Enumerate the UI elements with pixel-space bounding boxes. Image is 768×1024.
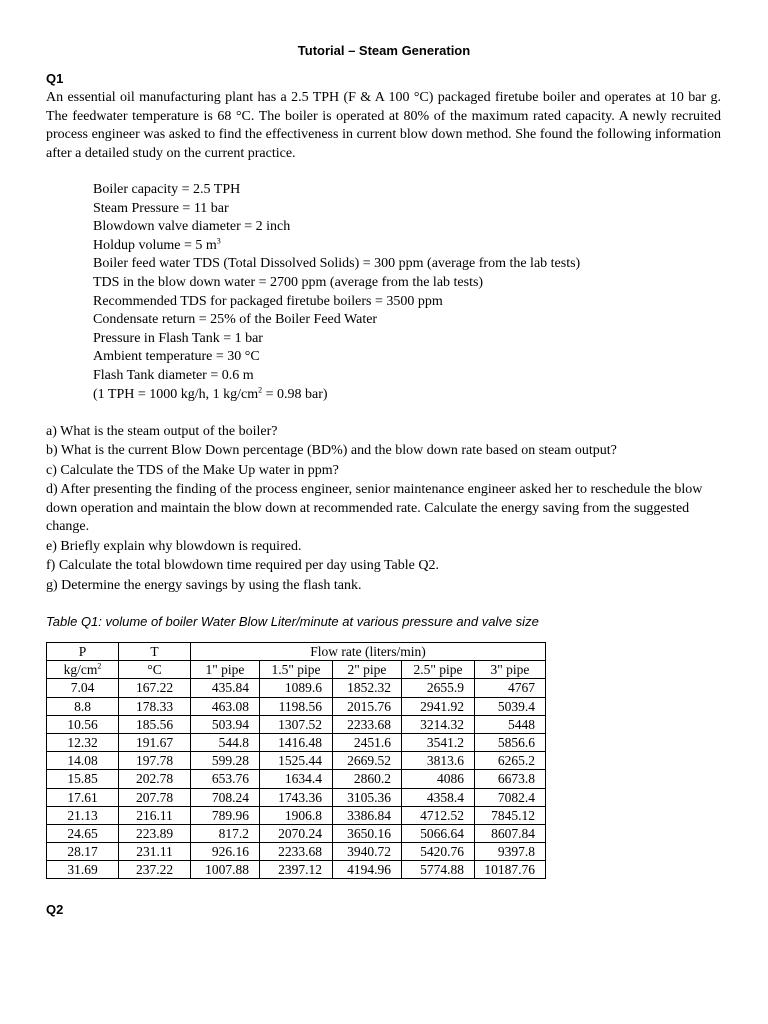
table-row [47, 733, 546, 751]
question-1-label: Q1 [46, 71, 64, 86]
flow-rate-cell: 3650.16 [333, 824, 402, 842]
flow-rate-cell: 4712.52 [402, 806, 475, 824]
table-row [47, 715, 546, 733]
temperature-cell: 202.78 [119, 770, 191, 788]
flow-rate-cell: 7082.4 [475, 788, 546, 806]
flow-rate-cell: 4086 [402, 770, 475, 788]
table-row [47, 806, 546, 824]
flow-rate-cell: 5448 [475, 715, 546, 733]
flow-rate-cell: 1852.32 [333, 679, 402, 697]
temperature-cell: 167.22 [119, 679, 191, 697]
flow-rate-cell: 6265.2 [475, 752, 546, 770]
flow-rate-cell: 599.28 [191, 752, 260, 770]
pressure-cell: 15.85 [47, 770, 119, 788]
flow-rate-cell: 3386.84 [333, 806, 402, 824]
flow-rate-cell: 5774.88 [402, 861, 475, 879]
table-row [47, 788, 546, 806]
sub-question: d) After presenting the finding of the process engineer, senior maintenance engineer asked her to reschedule the blow down operation and maintain the blow down at recommended rate. Calculate the energy saving from the suggested change. [46, 482, 703, 535]
flow-rate-header: Flow rate (liters/min) [191, 643, 546, 661]
given-item: TDS in the blow down water = 2700 ppm (average from the lab tests) [93, 274, 484, 290]
unit-p-text: kg/cm [63, 662, 98, 678]
flow-rate-cell: 3105.36 [333, 788, 402, 806]
flow-rate-cell: 435.84 [191, 679, 260, 697]
flow-rate-cell: 8607.84 [475, 824, 546, 842]
given-item: Flash Tank diameter = 0.6 m [93, 367, 254, 383]
column-header-t: T [119, 643, 191, 661]
table-header-row [47, 643, 546, 661]
pipe-size-header: 2.5" pipe [402, 661, 475, 679]
unit-t: °C [119, 661, 191, 679]
pressure-cell: 24.65 [47, 824, 119, 842]
flow-rate-cell: 544.8 [191, 733, 260, 751]
sub-question: e) Briefly explain why blowdown is required. [46, 538, 302, 554]
conversion-text: = 0.98 bar) [262, 386, 328, 402]
table-caption: Table Q1: volume of boiler Water Blow Liter/minute at various pressure and valve size [46, 614, 539, 629]
sub-question-list [46, 423, 721, 596]
given-item: Boiler capacity = 2.5 TPH [93, 182, 241, 197]
temperature-cell: 216.11 [119, 806, 191, 824]
flow-rate-cell: 2233.68 [333, 715, 402, 733]
pipe-size-header: 3" pipe [475, 661, 546, 679]
flow-rate-cell: 6673.8 [475, 770, 546, 788]
flow-rate-cell: 2233.68 [260, 843, 333, 861]
flow-rate-cell: 9397.8 [475, 843, 546, 861]
flow-rate-cell: 1743.36 [260, 788, 333, 806]
table-row [47, 843, 546, 861]
pressure-cell: 31.69 [47, 861, 119, 879]
flow-rate-cell: 789.96 [191, 806, 260, 824]
flow-rate-cell: 1198.56 [260, 697, 333, 715]
pipe-size-header: 1.5" pipe [260, 661, 333, 679]
flow-rate-cell: 5420.76 [402, 843, 475, 861]
flow-rate-cell: 926.16 [191, 843, 260, 861]
pressure-cell: 17.61 [47, 788, 119, 806]
given-item: Blowdown valve diameter = 2 inch [93, 219, 291, 235]
flow-rate-cell: 5856.6 [475, 733, 546, 751]
pipe-size-header: 2" pipe [333, 661, 402, 679]
flow-rate-cell: 4358.4 [402, 788, 475, 806]
flow-rate-cell: 2015.76 [333, 697, 402, 715]
flow-rate-cell: 2451.6 [333, 733, 402, 751]
flow-rate-cell: 1634.4 [260, 770, 333, 788]
sub-question: b) What is the current Blow Down percentage (BD%) and the blow down rate based on steam output? [46, 443, 617, 459]
flow-rate-cell: 5066.64 [402, 824, 475, 842]
flow-rate-cell: 4767 [475, 679, 546, 697]
table-row [47, 679, 546, 697]
sub-question: f) Calculate the total blowdown time required per day using Table Q2. [46, 558, 439, 574]
given-item: Steam Pressure = 11 bar [93, 200, 229, 216]
given-item-text: Holdup volume = 5 m [93, 237, 217, 253]
superscript: 3 [216, 236, 221, 246]
flow-rate-cell: 3940.72 [333, 843, 402, 861]
flow-rate-cell: 1416.48 [260, 733, 333, 751]
temperature-cell: 197.78 [119, 752, 191, 770]
temperature-cell: 223.89 [119, 824, 191, 842]
flow-rate-cell: 1089.6 [260, 679, 333, 697]
given-item: Condensate return = 25% of the Boiler Feed Water [93, 312, 378, 328]
flow-rate-cell: 708.24 [191, 788, 260, 806]
pressure-cell: 8.8 [47, 697, 119, 715]
sub-question: c) Calculate the TDS of the Make Up water in ppm? [46, 462, 339, 478]
sub-question: g) Determine the energy savings by using the flash tank. [46, 577, 362, 593]
conversion-text: (1 TPH = 1000 kg/h, 1 kg/cm [93, 386, 259, 402]
table-row [47, 752, 546, 770]
given-data-list [93, 181, 580, 404]
sub-question: a) What is the steam output of the boiler? [46, 424, 278, 439]
flow-rate-cell: 5039.4 [475, 697, 546, 715]
temperature-cell: 178.33 [119, 697, 191, 715]
flow-rate-cell: 2070.24 [260, 824, 333, 842]
pressure-cell: 14.08 [47, 752, 119, 770]
table-row [47, 770, 546, 788]
flow-rate-cell: 4194.96 [333, 861, 402, 879]
table-row [47, 824, 546, 842]
superscript: 2 [97, 661, 102, 671]
pressure-cell: 28.17 [47, 843, 119, 861]
flow-rate-cell: 3214.32 [402, 715, 475, 733]
pressure-cell: 7.04 [47, 679, 119, 697]
flow-rate-cell: 1525.44 [260, 752, 333, 770]
given-item: Recommended TDS for packaged firetube boilers = 3500 ppm [93, 293, 443, 309]
table-row [47, 697, 546, 715]
pressure-cell: 12.32 [47, 733, 119, 751]
page-title: Tutorial – Steam Generation [297, 43, 471, 58]
temperature-cell: 237.22 [119, 861, 191, 879]
flow-rate-cell: 1007.88 [191, 861, 260, 879]
given-item [93, 237, 580, 256]
flow-rate-cell: 653.76 [191, 770, 260, 788]
flow-rate-cell: 2941.92 [402, 697, 475, 715]
flow-rate-cell: 2655.9 [402, 679, 475, 697]
unit-p [47, 661, 119, 679]
conversion-note [93, 386, 580, 405]
flow-rate-cell: 2860.2 [333, 770, 402, 788]
given-item: Ambient temperature = 30 °C [93, 349, 260, 365]
pressure-cell: 10.56 [47, 715, 119, 733]
flow-rate-cell: 2669.52 [333, 752, 402, 770]
pressure-cell: 21.13 [47, 806, 119, 824]
temperature-cell: 185.56 [119, 715, 191, 733]
flow-rate-cell: 7845.12 [475, 806, 546, 824]
question-1-intro: An essential oil manufacturing plant has a 2.5 TPH (F & A 100 °C) packaged firetube boiler and operates at 10 bar g. The feedwater temperature is 68 °C. The boiler is operated at 80% of the maximum rated capacity. A newly recruited process engineer was asked to find the effectiveness in current blow down method. She found the following information after a detailed study on the current practice. [46, 90, 721, 162]
flow-rate-cell: 503.94 [191, 715, 260, 733]
table-row [47, 861, 546, 879]
pipe-size-header: 1" pipe [191, 661, 260, 679]
temperature-cell: 207.78 [119, 788, 191, 806]
table-unit-row [47, 661, 546, 679]
blowdown-flow-table [46, 642, 546, 879]
flow-rate-cell: 3813.6 [402, 752, 475, 770]
flow-rate-cell: 1307.52 [260, 715, 333, 733]
column-header-p: P [47, 643, 119, 661]
flow-rate-cell: 10187.76 [475, 861, 546, 879]
flow-rate-cell: 817.2 [191, 824, 260, 842]
flow-rate-cell: 1906.8 [260, 806, 333, 824]
superscript: 2 [258, 384, 263, 394]
temperature-cell: 231.11 [119, 843, 191, 861]
flow-rate-cell: 2397.12 [260, 861, 333, 879]
temperature-cell: 191.67 [119, 733, 191, 751]
flow-rate-cell: 463.08 [191, 697, 260, 715]
table-body [47, 679, 546, 879]
given-item: Pressure in Flash Tank = 1 bar [93, 330, 263, 346]
flow-rate-cell: 3541.2 [402, 733, 475, 751]
question-2-label: Q2 [46, 902, 64, 917]
given-item: Boiler feed water TDS (Total Dissolved Solids) = 300 ppm (average from the lab tests) [93, 256, 581, 272]
